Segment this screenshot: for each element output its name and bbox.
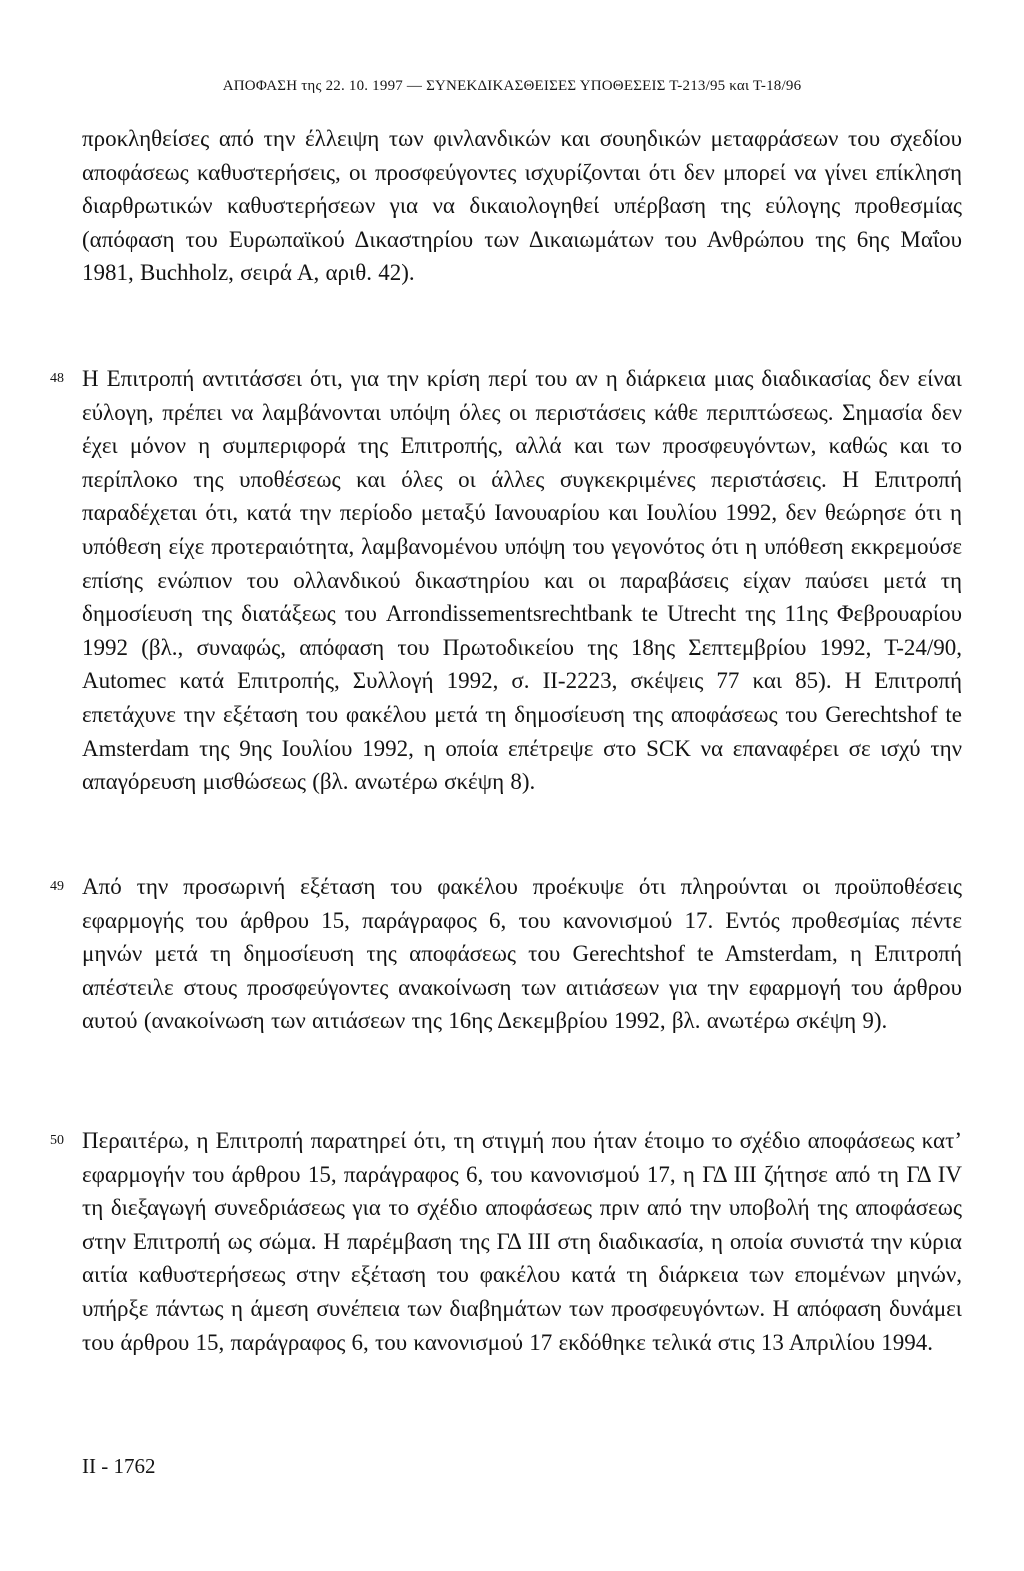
running-header: ΑΠΟΦΑΣΗ της 22. 10. 1997 — ΣΥΝΕΚΔΙΚΑΣΘΕΙΣΕΣ ΥΠΟΘΕΣΕΙΣ Τ-213/95 και Τ-18/96	[222, 78, 802, 94]
paragraph-49: Από την προσωρινή εξέταση του φακέλου προέκυψε ότι πληρούνται οι προϋποθέσεις εφαρμογής του άρθρου 15, παράγραφος 6, του κανονισμού 17. Εντός προθεσμίας πέντε μηνών μετά τη δημοσίευση της αποφάσεως του Gerechtshof te Amsterdam, η Επιτροπή απέστειλε στους προσφεύγοντες ανακοίνωση των αιτιάσεων για την εφαρμογή του άρθρου αυτού (ανακοίνωση των αιτιάσεων της 16ης Δεκεμβρίου 1992, βλ. ανωτέρω σκέψη 9).	[82, 874, 962, 1034]
paragraph-continued: προκληθείσες από την έλλειψη των φινλανδικών και σουηδικών μεταφράσεων του σχεδίου αποφάσεως καθυστερήσεις, οι προσφεύγοντες ισχυρίζονται ότι δεν μπορεί να γίνει επίκληση διαρθρωτικών καθυστερήσεων για να δικαιολογηθεί υπέρβαση της εύλογης προθεσμίας (απόφαση του Ευρωπαϊκού Δικαστηρίου των Δικαιωμάτων του Ανθρώπου της 6ης Μαΐου 1981, Buchholz, σειρά Α, αριθ. 42).	[82, 126, 962, 286]
paragraph-number-50: 50	[50, 1133, 64, 1148]
paragraph-50: Περαιτέρω, η Επιτροπή παρατηρεί ότι, τη στιγμή που ήταν έτοιμο το σχέδιο αποφάσεως κατ’ εφαρμογήν του άρθρου 15, παράγραφος 6, του κανονισμού 17, η ΓΔ III ζήτησε από τη ΓΔ IV τη διεξαγωγή συνεδριάσεως για το σχέδιο αποφάσεως πριν από την υποβολή της αποφάσεως στην Επιτροπή ως σώμα. Η παρέμβαση της ΓΔ III στη διαδικασία, η οποία συνιστά την κύρια αιτία καθυστερήσεως στην εξέταση του φακέλου κατά τη διάρκεια των επομένων μηνών, υπήρξε πάντως η άμεση συνέπεια των διαβημάτων των προσφευγόντων. Η απόφαση δυνάμει του άρθρου 15, παράγραφος 6, του κανονισμού 17 εκδόθηκε τελικά στις 13 Απριλίου 1994.	[82, 1128, 962, 1355]
paragraph-48: Η Επιτροπή αντιτάσσει ότι, για την κρίση περί του αν η διάρκεια μιας διαδικασίας δεν είναι εύλογη, πρέπει να λαμβάνονται υπόψη όλες οι περιστάσεις κάθε περιπτώσεως. Σημασία δεν έχει μόνον η συμπεριφορά της Επιτροπής, αλλά και των προσφευγόντων, καθώς και το περίπλοκο της υποθέσεως και όλες οι άλλες συγκεκριμένες περιστάσεις. Η Επιτροπή παραδέχεται ότι, κατά την περίοδο μεταξύ Ιανουαρίου και Ιουλίου 1992, δεν θεώρησε ότι η υπόθεση είχε προτεραιότητα, λαμβανομένου υπόψη του γεγονότος ότι η υπόθεση εκκρεμούσε επίσης ενώπιον του ολλανδικού δικαστηρίου και οι παραβάσεις είχαν παύσει μετά τη δημοσίευση της διατάξεως του Arrondissementsrechtbank te Utrecht της 11ης Φεβρουαρίου 1992 (βλ., συναφώς, απόφαση του Πρωτοδικείου της 18ης Σεπτεμβρίου 1992, Τ-24/90, Automec κατά Επιτροπής, Συλλογή 1992, σ. ΙΙ-2223, σκέψεις 77 και 85). Η Επιτροπή επετάχυνε την εξέταση του φακέλου μετά τη δημοσίευση της αποφάσεως του Gerechtshof te Amsterdam της 9ης Ιουλίου 1992, η οποία επέτρεψε στο SCK να επαναφέρει σε ισχύ την απαγόρευση μισθώσεως (βλ. ανωτέρω σκέψη 8).	[82, 366, 962, 795]
paragraph-number-48: 48	[50, 371, 64, 386]
page-number: II - 1762	[82, 1454, 156, 1478]
paragraph-number-49: 49	[50, 879, 64, 894]
